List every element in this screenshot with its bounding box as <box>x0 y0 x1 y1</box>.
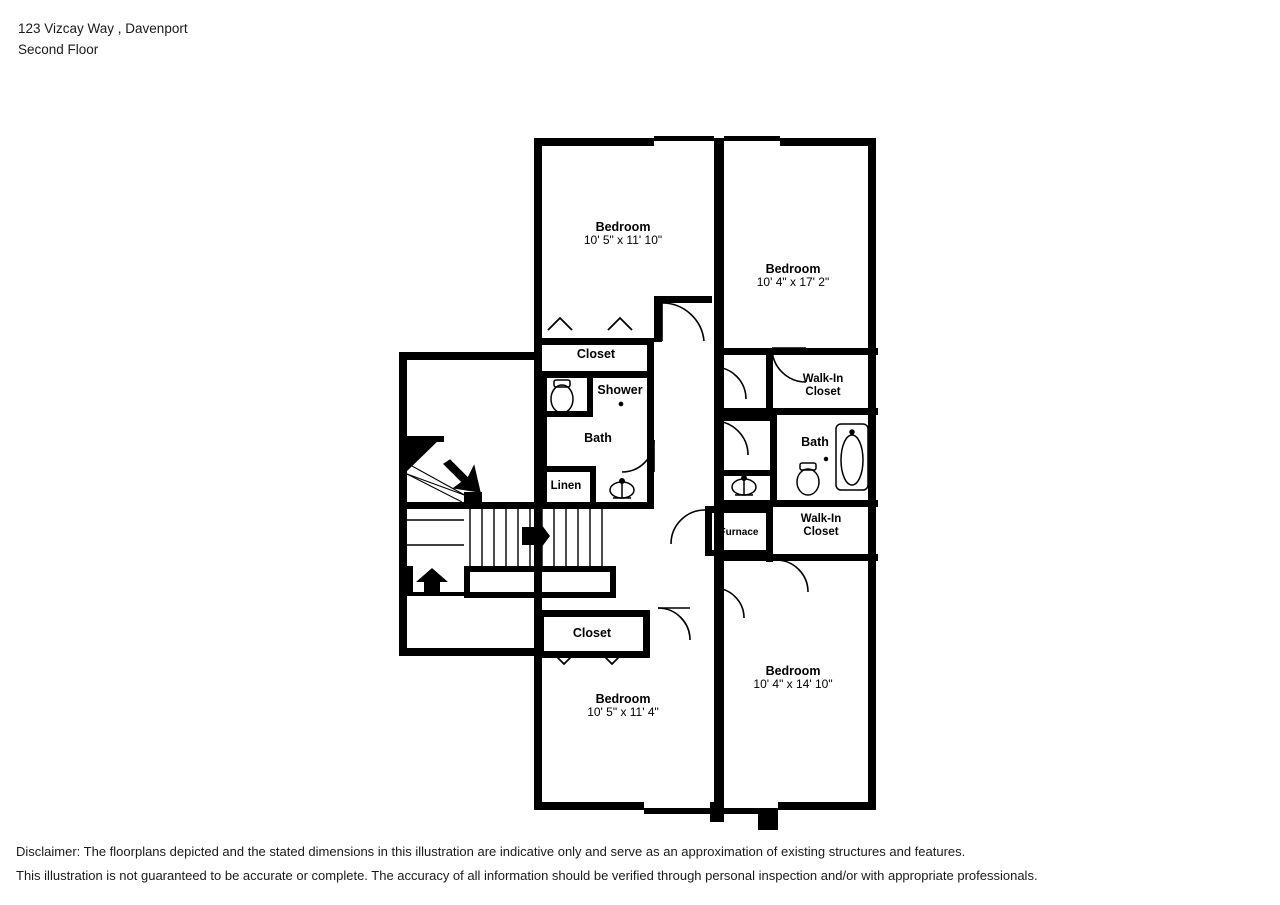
room-label-shower <box>560 384 680 397</box>
room-label-bath-left <box>538 432 658 445</box>
disclaimer-line-2: This illustration is not guaranteed to be accurate or complete. The accuracy of all information should be verified through personal inspection and/or with appropriate professionals. <box>16 868 1038 883</box>
room-label-bedroom-top-left <box>523 221 723 247</box>
floor-label: Second Floor <box>18 42 99 57</box>
room-name: Walk-In Closet <box>802 373 844 398</box>
stairs <box>407 509 602 566</box>
room-name: Bath <box>801 435 829 449</box>
room-label-closet-lower <box>512 627 672 640</box>
room-label-bedroom-bottom-left <box>523 693 723 719</box>
room-name: Bedroom <box>595 220 651 234</box>
room-label-bedroom-bottom-right <box>693 665 893 691</box>
room-label-closet-upper <box>516 348 676 361</box>
room-label-bedroom-top-right <box>693 263 893 289</box>
room-label-walk-in-closet-upper <box>763 373 883 399</box>
room-dimensions: 10' 4" x 17' 2" <box>756 275 830 289</box>
room-name: Shower <box>597 383 643 397</box>
room-name: Closet <box>572 626 612 640</box>
room-dimensions: 10' 5" x 11' 10" <box>583 233 663 247</box>
room-name: Bedroom <box>765 262 821 276</box>
room-name: Bedroom <box>595 692 651 706</box>
disclaimer-line-1: Disclaimer: The floorplans depicted and the stated dimensions in this illustration are indicative only and serve as an approximation of existing structures and features. <box>16 844 966 859</box>
room-dimensions: 10' 5" x 11' 4" <box>587 705 659 719</box>
room-name: Bath <box>584 431 612 445</box>
room-label-walk-in-closet-lower <box>761 513 881 539</box>
room-name: Furnace <box>719 527 759 538</box>
room-dimensions: 10' 4" x 14' 10" <box>753 677 833 691</box>
property-address: 123 Vizcay Way , Davenport <box>18 21 188 36</box>
room-name: Walk-In Closet <box>800 513 842 538</box>
disclaimer <box>16 840 1038 888</box>
room-name: Linen <box>550 480 582 492</box>
angled-closet-corner <box>464 492 482 508</box>
room-name: Bedroom <box>765 664 821 678</box>
room-label-furnace <box>699 526 779 539</box>
room-label-linen <box>516 480 616 493</box>
room-label-bath-right <box>755 436 875 449</box>
room-name: Closet <box>576 347 616 361</box>
